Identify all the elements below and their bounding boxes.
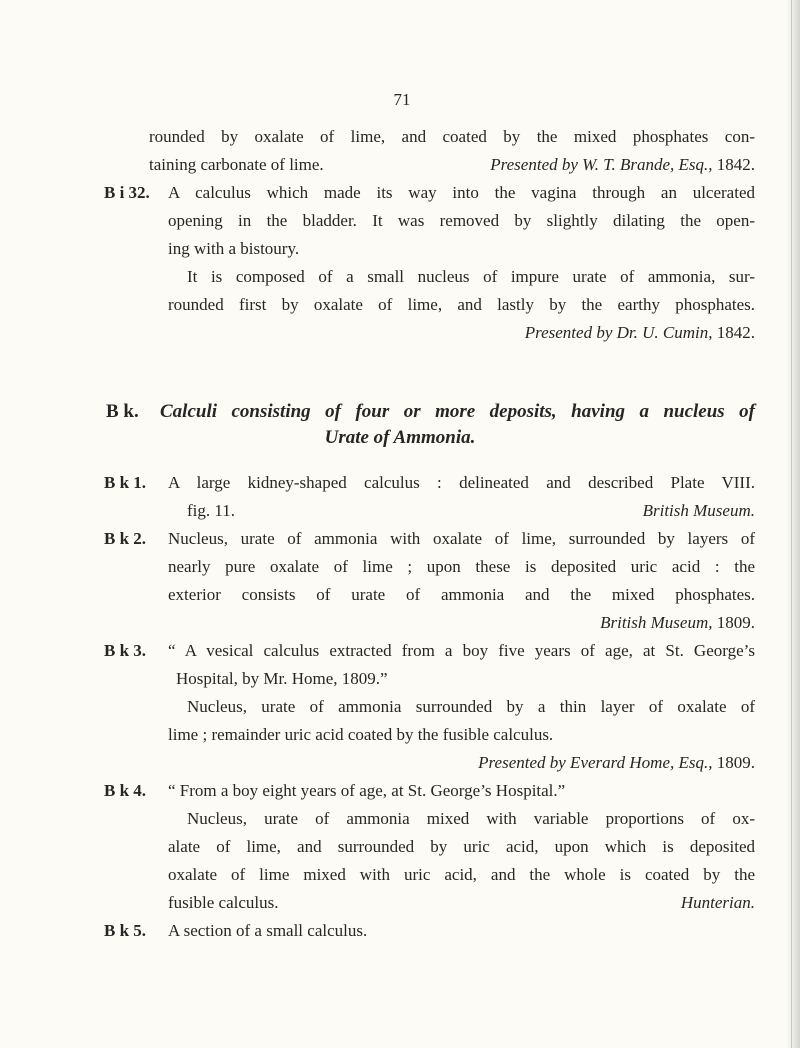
continuation-credit (490, 155, 755, 175)
entry-bk2-line-2: nearly pure oxalate of lime ; upon these is deposited uric acid : the (168, 557, 755, 576)
credit-year: 1842. (716, 155, 755, 174)
entry-bk4-line-2: Nucleus, urate of ammonia mixed with variable proportions of ox- (187, 809, 755, 828)
entry-bk1-credit: British Museum. (642, 501, 755, 520)
entry-bi32-line-4: It is composed of a small nucleus of impure urate of ammonia, sur- (187, 267, 755, 286)
entry-bk1-line-2 (187, 501, 755, 521)
entry-bi32-line-3: ing with a bistoury. (168, 239, 300, 258)
entry-bk3-line-4: lime ; remainder uric acid coated by the fusible calculus. (168, 725, 554, 744)
credit-year: 1809. (716, 613, 755, 632)
entry-bk5-line-1: A section of a small calculus. (168, 921, 368, 940)
credit-presented: Presented by Everard Home, Esq., (478, 753, 713, 772)
entry-bk2-line-1: Nucleus, urate of ammonia with oxalate of lime, surrounded by layers of (168, 529, 755, 548)
continuation-line-2 (149, 155, 755, 175)
page-number: 71 (393, 90, 411, 109)
entry-bi32-credit (168, 323, 755, 343)
entry-bk4-last-text: fusible calculus. (168, 893, 279, 912)
credit-year: 1842. (716, 323, 755, 342)
entry-bk3-line-2: Hospital, by Mr. Home, 1809.” (176, 669, 388, 688)
entry-label-bk2: B k 2. (104, 529, 147, 548)
page-edge-line (791, 0, 792, 1048)
credit-year: 1809. (716, 753, 755, 772)
entry-bk3-line-1: “ A vesical calculus extracted from a boy five years of age, at St. George’s (168, 641, 755, 660)
page-edge-shadow (786, 0, 800, 1048)
entry-label-bk5: B k 5. (104, 921, 147, 940)
credit-presented: Presented by W. T. Brande, Esq., (490, 155, 713, 174)
credit-presented: Presented by Dr. U. Cumin, (524, 323, 713, 342)
entry-bk3-credit (168, 753, 755, 773)
entry-bk4-line-4: oxalate of lime mixed with uric acid, and the whole is coated by the (168, 865, 755, 884)
entry-label-bk4: B k 4. (104, 781, 147, 800)
entry-bk2-line-3: exterior consists of urate of ammonia and the mixed phosphates. (168, 585, 755, 604)
entry-bk4-line-1: “ From a boy eight years of age, at St. George’s Hospital.” (168, 781, 566, 800)
entry-label-bk1: B k 1. (104, 473, 147, 492)
entry-bi32-line-2: opening in the bladder. It was removed by slightly dilating the open- (168, 211, 755, 230)
entry-bk3-line-3: Nucleus, urate of ammonia surrounded by a thin layer of oxalate of (187, 697, 755, 716)
continuation-text: taining carbonate of lime. (149, 155, 324, 174)
entry-bk4-line-3: alate of lime, and surrounded by uric acid, upon which is deposited (168, 837, 755, 856)
section-title-line-1: Calculi consisting of four or more deposits, having a nucleus of (160, 401, 755, 422)
entry-bk1-line-1: A large kidney-shaped calculus : delineated and described Plate VIII. (168, 473, 755, 492)
section-label-bk: B k. (106, 401, 139, 422)
credit-source: British Museum, (600, 613, 713, 632)
continuation-line-1: rounded by oxalate of lime, and coated by the mixed phosphates con- (149, 127, 755, 146)
entry-bi32-line-1: A calculus which made its way into the vagina through an ulcerated (168, 183, 755, 202)
entry-bk1-text: fig. 11. (187, 501, 236, 520)
entry-bi32-line-5: rounded first by oxalate of lime, and lastly by the earthy phosphates. (168, 295, 755, 314)
entry-label-bk3: B k 3. (104, 641, 147, 660)
entry-label-bi32: B i 32. (104, 183, 150, 202)
entry-bk4-line-5 (168, 893, 755, 913)
entry-bk4-credit: Hunterian. (680, 893, 755, 912)
entry-bk2-credit (168, 613, 755, 633)
section-title-line-2: Urate of Ammonia. (324, 427, 476, 448)
